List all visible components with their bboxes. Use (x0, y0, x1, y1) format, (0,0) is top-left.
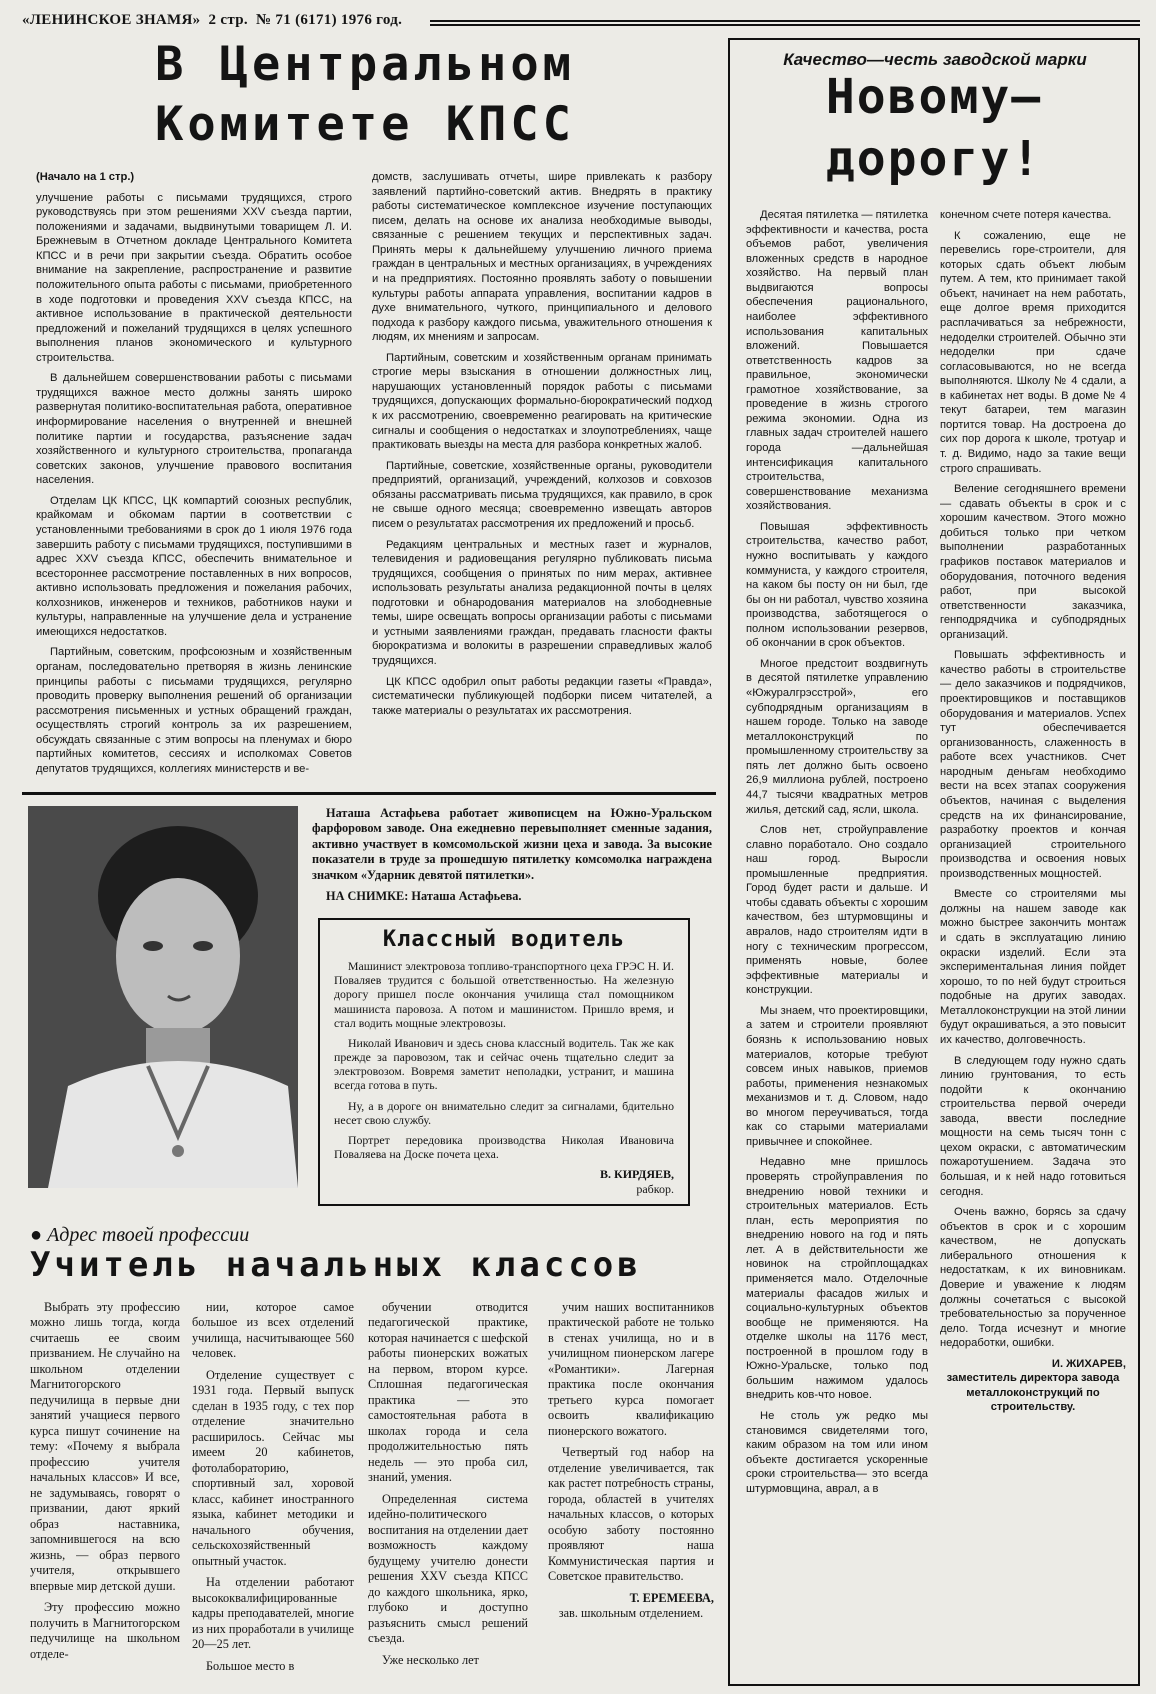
quality-col1-para: Недавно мне пришлось проверять стройуправления по внедрению новой техники и строительных материалов. Есть план, есть мероприятия по внедрению нового на год и пять лет. А в действительности же новинок на стройплощадках применяется мало. Отделочные материалы фасадов жилых и социально-культурных объектов вообще не применяются. На отделке школы на 1176 мест, построенной в прошлом году в Южно-Уральске, только под большим нажимом удалось внедрить ков-что новое. (746, 1156, 928, 1402)
top-rule (430, 20, 1140, 26)
teacher-col3-para: Уже несколько лет (382, 1652, 479, 1667)
masthead: «ЛЕНИНСКОЕ ЗНАМЯ» 2 стр. № 71 (6171) 1976 год. (22, 12, 403, 28)
cc-column-2 (372, 170, 712, 782)
teacher-col3-para: обучении отводится педагогической практике, которая начинается с шефской работы пионерских вожатых на первом, втором курсе. Сплошная педагогическая практика — это самостоятельная работа в школах города и села продолжительностью пять недель — это проба сил, знаний, умения. (368, 1300, 528, 1485)
quality-col2-para: Вместе со строителями мы должны на нашем заводе как можно быстрее закончить монтаж и сдать в эксплуатацию линию окраски изделий. Если эта экспериментальная линия пойдет хорошо, то по ней будут строиться подобные на других заводах. Металлоконструкции на этой линии будут окрашиваться, а это повысит их качество, долговечность. (940, 888, 1126, 1046)
driver-signature-role: рабкор. (636, 1182, 674, 1197)
quality-title-line2: дорогу! (825, 131, 1043, 187)
quality-col2-para: конечном счете потеря качества. (940, 209, 1112, 221)
teacher-column-2 (192, 1300, 354, 1688)
quality-col2-para: Очень важно, борясь за сдачу объектов в срок и с хорошим качеством, не допускать либерального отношения к недостаткам, к их виновникам. Доверие и уважение к людям должны сочетаться с высокой требовательностью за порученное дело. Тогда исчезнут и многие недоработки, ошибки. (940, 1206, 1126, 1350)
teacher-signature-role: зав. школьным отделением. (558, 1606, 704, 1621)
quality-col2-para: В следующем году нужно сдать линию грунтования, то есть подойти к окончанию строительства первой очереди завода, ввести последние мощности на семь тысяч тонн с цехом окраски, с автоматическим пожаротушением. Задача это большая, и к ней надо готовиться сегодня. (940, 1054, 1126, 1198)
teacher-col2-para: На отделении работают высококвалифицированные кадры преподавателей, многие из них проработали в училище 20—25 лет. (192, 1575, 354, 1652)
teacher-kicker-text: Адрес твоей профессии (47, 1224, 250, 1246)
driver-signature: В. КИРДЯЕВ, (599, 1167, 674, 1182)
portrait-photo (28, 806, 298, 1188)
quality-signature-role: заместитель директора завода металлоконструкций по строительству. (946, 1372, 1120, 1414)
quality-col1-para: Не столь уж редко мы становимся свидетелями того, каким образом на том или ином объекте достигается ускоренные сроки строительства— это всегда штурмовщина, аврал, а в (746, 1410, 928, 1495)
teacher-col2-para: нии, которое самое большое из всех отделений училища, насчитывающее 560 человек. (192, 1300, 354, 1361)
teacher-col1-para: Выбрать эту профессию можно лишь тогда, когда считаешь ее своим призванием. Не случайно на школьном отделении Магнитогорского педучилища в первые дни занятий учащиеся первого курса пишут сочинение на тему: «Почему я выбрала профессию учителя начальных классов» И все, не задумываясь, говорят о призвании, дают яркий образ наставника, запомнившегося на всю жизнь, — образ первого учителя, открывшего впервые мир детской души. (30, 1300, 180, 1593)
quality-col1-para: Повышая эффективность строительства, качество работ, нужно воспитывать у каждого коммуниста, у каждого строителя, на каком бы посту он ни был, где бы он ни работал, чувство хозяина производства, заботящегося о полном использовании резервов, об окончании в срок объектов. (746, 520, 928, 650)
cc-cont-marker: (Начало на 1 стр.) (36, 171, 135, 183)
photo-caption-subject: НА СНИМКЕ: Наташа Астафьева. (326, 889, 522, 904)
quality-signature: И. ЖИХАРЕВ, (1051, 1357, 1126, 1370)
driver-para: Портрет передовика производства Николая Ивановича Поваляева на Доске почета цеха. (334, 1132, 674, 1161)
cc-col1-para: В дальнейшем совершенствовании работы с письмами трудящихся важное место должны занять широко развернутая политико-воспитательная работа, оперативное информирование населения о внутренней и внешней политике партии и государства, разъяснение задач хозяйственного и культурного строительства, пропаганда советских законов, улучшение правового воспитания населения. (36, 372, 352, 487)
quality-title-line1: Новому— (825, 69, 1043, 125)
quality-col1-para: Мы знаем, что проектировщики, а затем и строители проявляют боязнь к использованию новых материалов, которые требуют совсем иных навыков, приемов работы, применения незнакомых механизмов и т. д. Словом, надо во многом переучиваться, тогда как со старыми материалами привычнее и спокойнее. (746, 1004, 928, 1148)
teacher-col2-para: Большое место в (206, 1658, 295, 1673)
quality-column-2 (940, 208, 1126, 1678)
teacher-col1-para: Эту профессию можно получить в Магнитогорском педучилище на школьном отделе- (30, 1600, 180, 1661)
quality-col2-para: К сожалению, еще не перевелись горе-строители, для которых сдать объект любым путем. А тем, кто принимает такой объект, начинает на нем работать, еще долгое время приходится расплачиваться за небрежности, недоделки строителей. Обычно эти недоделки при сдаче согласовываются, но не всегда выполняются. Школу № 4 сдали, а в кабинетах нет воды. В доме № 4 текут батареи, тем магазин портится товар. На достроена до сих пор дорога к школе, тротуар и т. д. Видимо, надо за такие вещи строго спрашивать. (940, 229, 1126, 475)
cc-col1-para: Отделам ЦК КПСС, ЦК компартий союзных республик, крайкомам и обкомам партии в соответствии с установленными требованиями в срок до 1 июля 1976 года завершить работу с письмами трудящихся, поступившими в адрес XXV съезда КПСС, обеспечить внимательное и всестороннее рассмотрение поставленных в них вопросов, активно использовать предложения и пожелания рабочих, колхозников, инженеров и техников, работников науки и культуры, направленные на улучшение дела и устранение имеющихся недостатков. (36, 494, 352, 638)
quality-kicker: Качество—честь заводской марки (783, 50, 1087, 69)
teacher-column-3 (368, 1300, 528, 1688)
cc-title-line1: В Центральном (155, 37, 575, 92)
quality-col1-para: Десятая пятилетка — пятилетка эффективности и качества, роста объемов работ, увеличения вложенных средств в народное хозяйство. На первый план выдвигаются вопросы обеспечения рационального, наиболее эффективного использования капитальных вложений. Повышается ответственность кадров за правильное, экономически грамотное хозяйствование, за проведение в жизнь строгого режима экономии. Одна из главных задач строителей нашего города —дальнейшая интенсификация капитального строительства, совершенствование механизма хозяйствования. (746, 209, 928, 513)
bullet-icon: ● (30, 1224, 43, 1246)
teacher-col2-para: Отделение существует с 1931 года. Первый выпуск сделан в 1935 году, с тех пор отделение значительно расширилось. Сейчас мы имеем 20 кабинетов, фотолабораторию, спортивный зал, хоровой класс, кабинет иностранного языка, кабинет методики и начального обучения, сельскохозяйственный опытный участок. (192, 1367, 354, 1568)
driver-body (334, 959, 674, 1161)
quality-column-1 (746, 208, 928, 1678)
teacher-col4-para: Четвертый год набор на отделение увеличивается, так как растет потребность страны, города, областей в учителях начальных классов, о которых особую заботу постоянно проявляют наша Коммунистическая партия и Советское правительство. (548, 1445, 714, 1584)
photo-caption (312, 806, 712, 911)
teacher-col4-para: учим наших воспитанников практической работе не только в стенах училища, но и в училищном пионерском лагере «Романтики». Лагерная практика после окончания третьего курса помогает освоить квалификацию пионерского вожатого. (548, 1300, 714, 1438)
cc-col2-para: Партийные, советские, хозяйственные органы, руководители предприятий, организаций, учреждений, колхозов и совхозов обязаны рассматривать письма трудящихся, как правило, в срок не свыше одного месяца; своевременно извещать авторов писем о результатах рассмотрения их предложений и просьб. (372, 459, 712, 530)
photo-caption-text: Наташа Астафьева работает живописцем на Южно-Уральском фарфоровом заводе. Она ежедневно перевыполняет сменные задания, активно участвует в комсомольской жизни цеха и завода. За высокие показатели в труде за прошедшую пятилетку комсомолка награждена значком «Ударник девятой пятилетки». (312, 806, 712, 882)
teacher-title: Учитель начальных классов (30, 1245, 642, 1285)
teacher-kicker (30, 1224, 249, 1247)
cc-title-line2: Комитете КПСС (155, 97, 575, 152)
driver-para: Николай Иванович и здесь снова классный водитель. Так же как прежде за паровозом, так и сейчас очень тщательно следит за электровозом. Вовремя заметит неполадки, устранит, и машина всегда готова в путь. (334, 1035, 674, 1093)
cc-col2-para: Редакциям центральных и местных газет и журналов, телевидения и радиовещания регулярно публиковать письма трудящихся, сообщения о принятых по ним мерах, активнее использовать результаты анализа редакционной почты в целях подготовки и обнародования материалов на злободневные темы, шире освещать вопросы организации работы с письмами и устными заявлениями граждан, предавать гласности факты бюрократизма и волокиты в разрешении справедливых жалоб трудящихся. (372, 538, 712, 667)
quality-col2-para: Повышать эффективность и качество работы в строительстве — дело заказчиков и подрядчиков, проектировщиков и поставщиков оборудования и материалов. Успех тут обеспечивается организованность, слаженность в работе всех участников. Счет народным деньгам необходимо вести на всех этапах сооружения объектов, начиная с выделения средств на их финансирование, разработку проектов и кончая организацией строительного производства и освоения новых производственных мощностей. (940, 649, 1126, 880)
teacher-column-1 (30, 1300, 180, 1688)
portrait-photo-drawing (28, 806, 298, 1188)
driver-para: Ну, а в дороге он внимательно следит за сигналами, бдительно несет свою службу. (334, 1098, 674, 1127)
cc-col1-para: улучшение работы с письмами трудящихся, строго руководствуясь при этом решениями XXV съезда партии, положениями и задачами, выдвинутыми товарищем Л. И. Брежневым в Отчетном докладе Центрального Комитета КПСС и в речи при закрытии съезда. Обратить особое внимание на закрепление, распространение и развитие положительного опыта работы с письмами, приобретенного в ходе подготовки и проведения XXV съезда КПСС, на активное использование в практической деятельности предложений и пожеланий трудящихся в целях успешного выполнения планов экономического и культурного строительства. (36, 191, 352, 364)
driver-para: Машинист электровоза топливо-транспортного цеха ГРЭС Н. И. Поваляев трудится с большой ответственностью. На железную дорогу пришел после окончания училища стал помощником машиниста паровоза. А потом и машинистом. Пришло время, и стал водить мощные электровозы. (334, 959, 674, 1030)
teacher-signature: Т. ЕРЕМЕЕВА, (629, 1590, 714, 1605)
cc-col1-para: Партийным, советским, профсоюзным и хозяйственным органам, последовательно претворяя в жизнь ленинские принципы работы с письмами трудящихся, регулярно проводить проверку выполнения решений об организации рассмотрения письменных и устных обращений граждан, осуществлять строгий контроль за их разрешением, обсуждать связанные с этим вопросы на пленумах и бюро партийных комитетов, сессиях и исполкомах Советов депутатов трудящихся, коллегиях министерств и ве- (36, 646, 352, 775)
teacher-col3-para: Определенная система идейно-политического воспитания на отделении дает возможность каждому будущему учителю донести решения XXV съезда КПСС до каждого школьника, ярко, глубоко и доступно разъяснить смысл решений съезда. (368, 1491, 528, 1646)
driver-title: Классный водитель (382, 927, 626, 952)
cc-col2-para: домств, заслушивать отчеты, шире привлекать к разбору заявлений партийно-советский актив. Внедрять в практику работы систематическое комплексное изучение поступающих писем, делать на основе их анализа необходимые выводы, связанные с решением текущих и перспективных задач. Принять меры к дальнейшему улучшению личного приема граждан в центральных и местных организациях, в учреждениях и на предприятиях. Постоянно проявлять заботу о повышении культуры работы аппарата управления, воспитании кадров в духе внимательного, чуткого, принципиального и делового подхода к разбору каждого письма, уважительного отношения к людям, их мнениям и запросам. (372, 171, 712, 344)
section-divider (22, 792, 716, 795)
quality-col2-para: Веление сегодняшнего времени— сдавать объекты в срок и с хорошим качеством. Этого можно добиться только при четком выполнении разработанных графиков поставок материалов и оборудования, поточного ведения работ, при высокой ответственности заказчика, генподрядчика и субподрядных организаций. (940, 483, 1126, 641)
cc-col2-para: Партийным, советским и хозяйственным органам принимать строгие меры взыскания в отношении должностных лиц, нарушающих установленный порядок работы с письмами трудящихся, допускающих формально-бюрократический подход к их рассмотрению, своевременно реагировать на критические сигналы и сообщения о недостатках и злоупотреблениях, чаще практиковать выезды на места для разбора конкретных жалоб. (372, 351, 712, 452)
quality-col1-para: Слов нет, стройуправление славно поработало. Оно создало наш город. Выросли промышленные предприятия. Город будет расти и дальше. И чтобы сдавать объекты с хорошим качеством, без штурмовщины и авралов, надо строителям идти в ногу с техническим прогрессом, применять новые, более эффективные материалы и конструкции. (746, 824, 928, 997)
teacher-column-4 (548, 1300, 714, 1688)
driver-article-box (318, 918, 690, 1206)
quality-col1-para: Многое предстоит воздвигнуть в десятой пятилетке управлению «Южуралгрэсстрой», его субподрядным организациям в нашем городе. Только на заводе металлоконструкций по промышленному строительству за пять лет должно быть освоено 26,9 миллиона рублей, построено 44,7 тысячи квадратных метров жилья, детский сад, ясли, школа. (746, 657, 928, 816)
cc-col2-para: ЦК КПСС одобрил опыт работы редакции газеты «Правда», систематически публикующей подборки писем читателей, а также материалы о результатах их рассмотрения. (372, 675, 712, 717)
cc-column-1 (36, 170, 352, 782)
